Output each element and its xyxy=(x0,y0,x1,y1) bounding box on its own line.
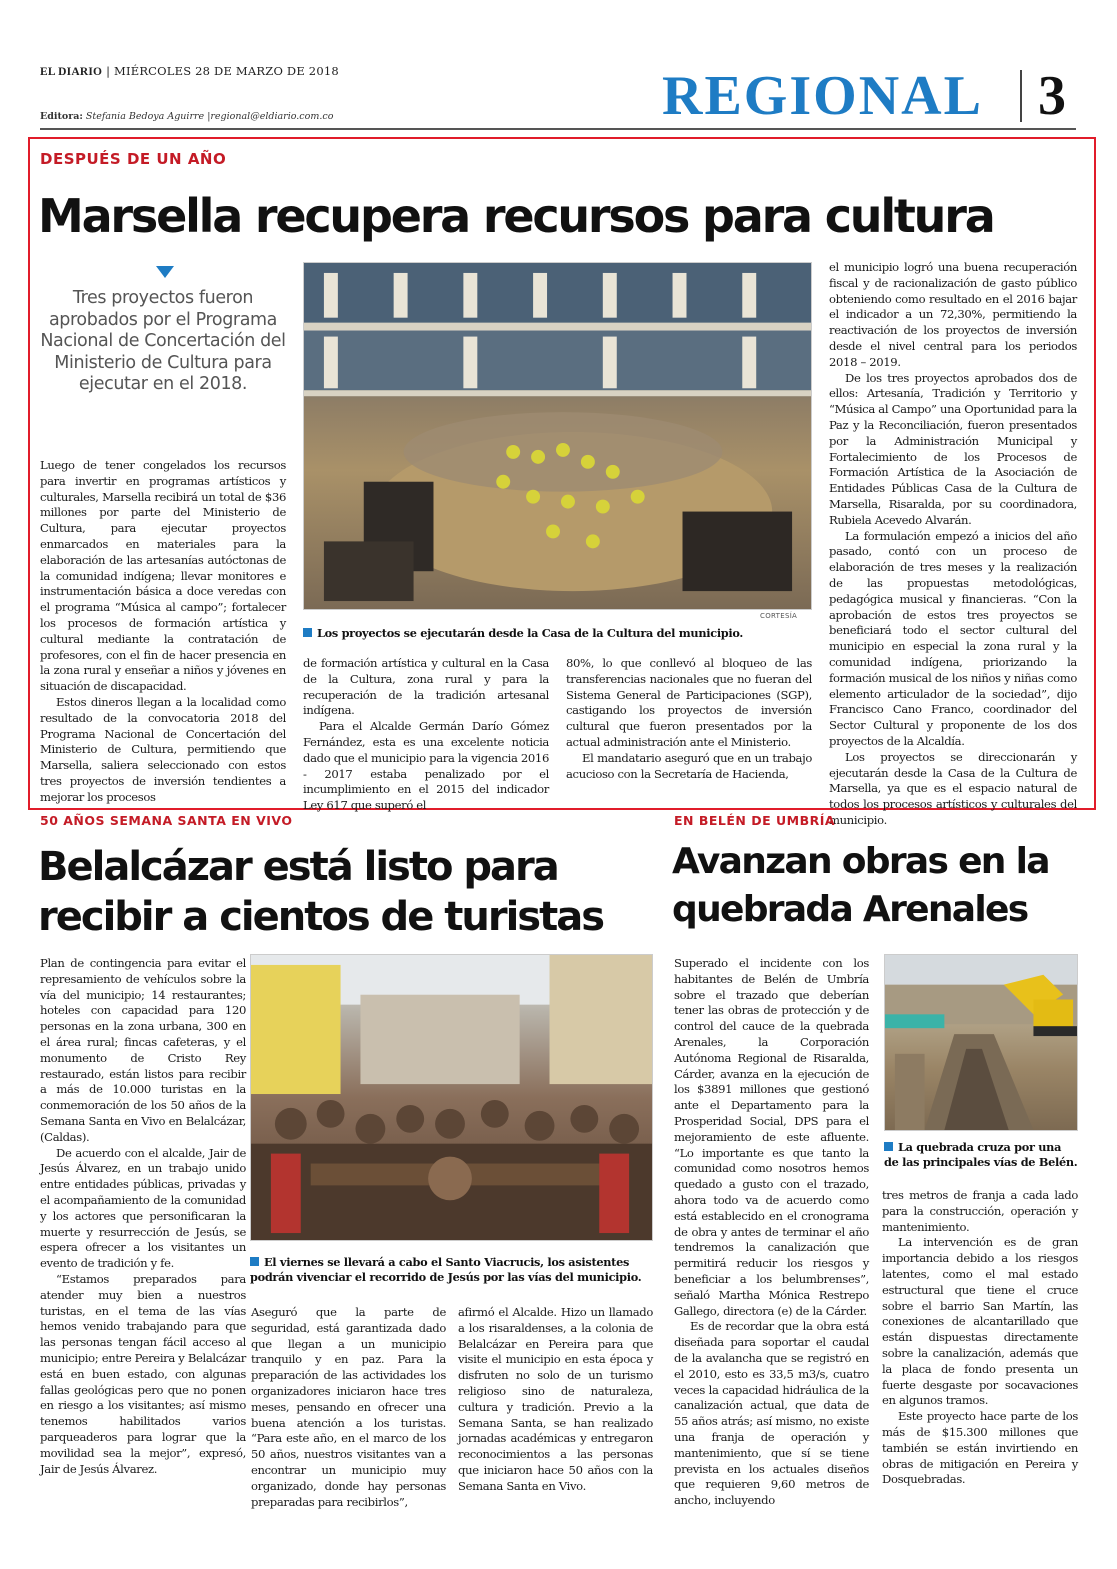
article3-paragraph: Superado el incidente con los habitantes de Belén de Umbría sobre el trazado que deberían tener las obras de protección y de control del cauce de la quebrada Arenales, la Corporación Autónoma Regional de Risaralda, Cárder, avanza en la ejecución de los $3891 millones que gestionó ante el Departamento para la Prosperidad Social, DPS para el mejoramiento de este afluente. “Lo importante es que tanto la comunidad como nosotros hemos quedado a gusto con el trazado, ahora todo va de acuerdo como está establecido en el cronograma de obra y antes de terminar el año tendremos la canalización que permitirá reducir los riesgos y beneficiar a los belumbrenses”, señaló Martha Mónica Restrepo Gallego, directora (e) de la Cárder. xyxy=(674,956,869,1318)
masthead-dateline xyxy=(40,64,339,78)
article2-kicker: 50 AÑOS SEMANA SANTA EN VIVO xyxy=(40,813,293,828)
article2-paragraph: afirmó el Alcalde. Hizo un llamado a los risaraldenses, a la colonia de Belalcázar en Pereira para que visite el municipio en esta época y disfruten no solo de un turismo religioso sino de naturaleza, cultura y tradición. Previo a la Semana Santa, se han realizado jornadas académicas y entregaron reconocimientos a las personas que iniciaron hace 50 años con la Semana Santa en Vivo. xyxy=(458,1305,653,1493)
article1-paragraph: el municipio logró una buena recuperación fiscal y de racionalización de gasto público obteniendo como resultado en el 2016 bajar el indicador a un 72,30%, permitiendo la reactivación de los proyectos de inversión desde el nivel central para los periodos 2018 – 2019. xyxy=(829,260,1077,369)
square-bullet-icon xyxy=(250,1257,259,1266)
procession-photo-illustration xyxy=(251,955,652,1240)
article3-kicker: EN BELÉN DE UMBRÍA xyxy=(674,813,836,828)
article2-column-2 xyxy=(251,1305,446,1508)
article3-photo[interactable] xyxy=(884,954,1078,1131)
article3-paragraph: Este proyecto hace parte de los más de $15.300 millones que también se están invirtiendo en obras de mitigación en Pereira y Dosquebradas. xyxy=(882,1409,1078,1487)
article2-paragraph: “Estamos preparados para atender muy bien a nuestros turistas, en el tema de las vías hemos venido trabajando para que las personas tengan fácil acceso al municipio; entre Pereira y Belalcázar está en buen estado, con algunas fallas geológicas pero que no ponen en riesgo a los visitantes; así mismo tenemos habilitados varios parqueaderos para lograr que la movilidad sea la mejor”, expresó, Jair de Jesús Álvarez. xyxy=(40,1271,246,1476)
article3-paragraph: La intervención es de gran importancia debido a los riesgos latentes, como el mal estado estructural que tiene el cruce sobre el barrio San Martín, las conexiones de alcantarillado que están dispuestas directamente sobre la canalización, además que la placa de fondo presenta un fuerte desgaste por socavaciones en algunos tramos. xyxy=(882,1235,1078,1408)
paper-name: EL DIARIO xyxy=(40,66,103,78)
article1-caption xyxy=(303,626,812,641)
article1-caption-text: Los proyectos se ejecutarán desde la Casa de la Cultura del municipio. xyxy=(317,626,744,640)
page-number: 3 xyxy=(1038,65,1066,127)
article1-paragraph: Los proyectos se direccionarán y ejecutarán desde la Casa de la Cultura de Marsella, ya que es el espacio natural de todos los procesos artísticos y culturales del municipio. xyxy=(829,749,1077,827)
article1-column-4 xyxy=(829,260,1077,827)
masthead-rule xyxy=(40,128,1076,130)
editor-email: |regional@eldiario.com.co xyxy=(207,111,334,122)
article3-paragraph: tres metros de franja a cada lado para la construcción, operación y mantenimiento. xyxy=(882,1188,1078,1234)
article1-paragraph: de formación artística y cultural en la Casa de la Cultura, zona rural y para la recuperación de la tradición artesanal indígena. xyxy=(303,656,549,718)
article2-column-1 xyxy=(40,956,246,1508)
article2-paragraph: Plan de contingencia para evitar el represamiento de vehículos sobre la vía del municipio; 14 restaurantes; hoteles con capacidad para 120 personas en la zona urbana, 300 en el área rural; fincas cafeteras, y el monumento de Cristo Rey restaurado, están listos para recibir a más de 10.000 turistas en la conmemoración de los 50 años de la Semana Santa en Vivo en Belalcázar, (Caldas). xyxy=(40,956,246,1144)
section-title: REGIONAL xyxy=(662,65,983,127)
article1-paragraph: El mandatario aseguró que en un trabajo acucioso con la Secretaría de Hacienda, xyxy=(566,750,812,781)
article1-column-2 xyxy=(303,656,549,813)
article2-paragraph: Aseguró que la parte de seguridad, está garantizada dado que llegan a un municipio tranquilo y en paz. Para la preparación de las actividades los organizadores iniciaron hace tres meses, pensando en ofrecer una buena atención a los turistas. “Para este año, en el marco de los 50 años, nuestros visitantes van a encontrar un municipio muy organizado, donde hay personas preparadas para recibirlos”, xyxy=(251,1305,446,1509)
article1-paragraph: Estos dineros llegan a la localidad como resultado de la convocatoria 2018 del Programa Nacional de Concertación del Ministerio de Cultura, permitiendo que Marsella, saliera seleccionado con estos tres proyectos de inversión tendientes a mejorar los procesos xyxy=(40,694,286,804)
editor-name: Stefania Bedoya Aguirre xyxy=(85,111,205,122)
article2-column-3 xyxy=(458,1305,653,1508)
article1-column-3 xyxy=(566,656,812,798)
article1-column-1 xyxy=(40,458,286,804)
issue-date: MIÉRCOLES 28 DE MARZO DE 2018 xyxy=(114,64,339,78)
article2-caption xyxy=(250,1255,653,1285)
article1-paragraph: Luego de tener congelados los recursos para invertir en programas artísticos y culturales, Marsella recibirá un total de $36 millones por parte del Ministerio de Cultura, para ejecutar proyectos enmarcados en materiales para la elaboración de las artesanías autóctonas de la comunidad indígena; llevar monitores e instrumentación básica a doce veredas con el programa “Música al campo”; fortalecer los procesos de formación artística y cultural mediante la contratación de profesores, con el fin de hacer presencia en la zona rural y enseñar a niños y jóvenes en situación de discapacidad. xyxy=(40,458,286,694)
editor-line xyxy=(40,111,333,122)
square-bullet-icon xyxy=(303,628,312,637)
article2-paragraph: De acuerdo con el alcalde, Jair de Jesús Álvarez, en un trabajo unido entre entidades públicas, privadas y el acompañamiento de la comunidad y los actores que personificaran la muerte y resurrección de Jesús, se espera ofrecer a los visitantes un evento de tradición y fe. xyxy=(40,1145,246,1271)
article2-headline[interactable]: Belalcázar está listo para recibir a cientos de turistas xyxy=(38,844,604,940)
article2-photo[interactable] xyxy=(250,954,653,1241)
editor-label: Editora: xyxy=(40,111,83,122)
triangle-down-icon xyxy=(156,266,174,278)
article1-paragraph: Para el Alcalde Germán Darío Gómez Fernández, esta es una excelente noticia dado que el municipio para la vigencia 2016 - 2017 estaba penalizado por el incumplimiento en el 2015 del indicador Ley 617 que superó el xyxy=(303,719,549,813)
article1-paragraph: La formulación empezó a inicios del año pasado, contó con un proceso de elaboración de tres meses y la realización de las propuestas metodológicas, pedagógica musical y financieras. “Con la aprobación de estos tres proyectos se beneficiará todo el sector cultural del municipio en especial la zona rural y la comunidad indígena, priorizando la formación musical de los niños y niñas como elemento articulador de la sociedad”, dijo Francisco Cano Franco, coordinador del Sector Cultural y proponente de los dos proyectos de la Alcaldía. xyxy=(829,528,1077,748)
article1-headline[interactable]: Marsella recupera recursos para cultura xyxy=(38,189,994,243)
article1-deck: Tres proyectos fueron aprobados por el Programa Nacional de Concertación del Ministerio de Cultura para ejecutar en el 2018. xyxy=(40,288,286,394)
article3-headline[interactable]: Avanzan obras en la quebrada Arenales xyxy=(672,841,1049,930)
article3-column-1 xyxy=(674,956,869,1508)
excavator-photo-illustration xyxy=(885,955,1077,1130)
article1-kicker: DESPUÉS DE UN AÑO xyxy=(40,150,227,168)
concert-photo-illustration xyxy=(304,263,811,609)
article1-paragraph: 80%, lo que conllevó al bloqueo de las transferencias nacionales que no fueran del Sistema General de Participaciones (SGP), castigando los proyectos de inversión cultural que fueron presentados por la actual administración ante el Ministerio. xyxy=(566,656,812,749)
article3-paragraph: Es de recordar que la obra está diseñada para soportar el caudal de la avalancha que se registró en el 2010, esto es 33,5 m3/s, cuatro veces la capacidad hidráulica de la canalización actual, que data de 55 años atrás; así mismo, no existe una franja de operación y mantenimiento, que sí se tiene prevista en los actuales diseños que requieren 9,60 metros de ancho, incluyendo xyxy=(674,1319,869,1508)
article1-photo[interactable] xyxy=(303,262,812,610)
photo-credit: CORTESÍA xyxy=(760,612,798,620)
section-divider xyxy=(1020,70,1022,122)
article3-caption-text: La quebrada cruza por una de las principales vías de Belén. xyxy=(884,1140,1078,1169)
article3-caption xyxy=(884,1140,1078,1170)
masthead-separator: | xyxy=(106,64,111,78)
square-bullet-icon xyxy=(884,1142,893,1151)
article2-caption-text: El viernes se llevará a cabo el Santo Viacrucis, los asistentes podrán vivenciar el recorrido de Jesús por las vías del municipio. xyxy=(250,1255,642,1284)
article3-column-2 xyxy=(882,1188,1078,1510)
article1-paragraph: De los tres proyectos aprobados dos de ellos: Artesanía, Tradición y Territorio y “Música al Campo” una Oportunidad para la Paz y la Reconciliación, fueron presentados por la Administración Municipal y Fortalecimiento de los Procesos de Formación Artística de la Asociación de Entidades Públicas Casa de la Cultura de Marsella, Risaralda, por su coordinadora, Rubiela Acevedo Alvarán. xyxy=(829,370,1077,527)
